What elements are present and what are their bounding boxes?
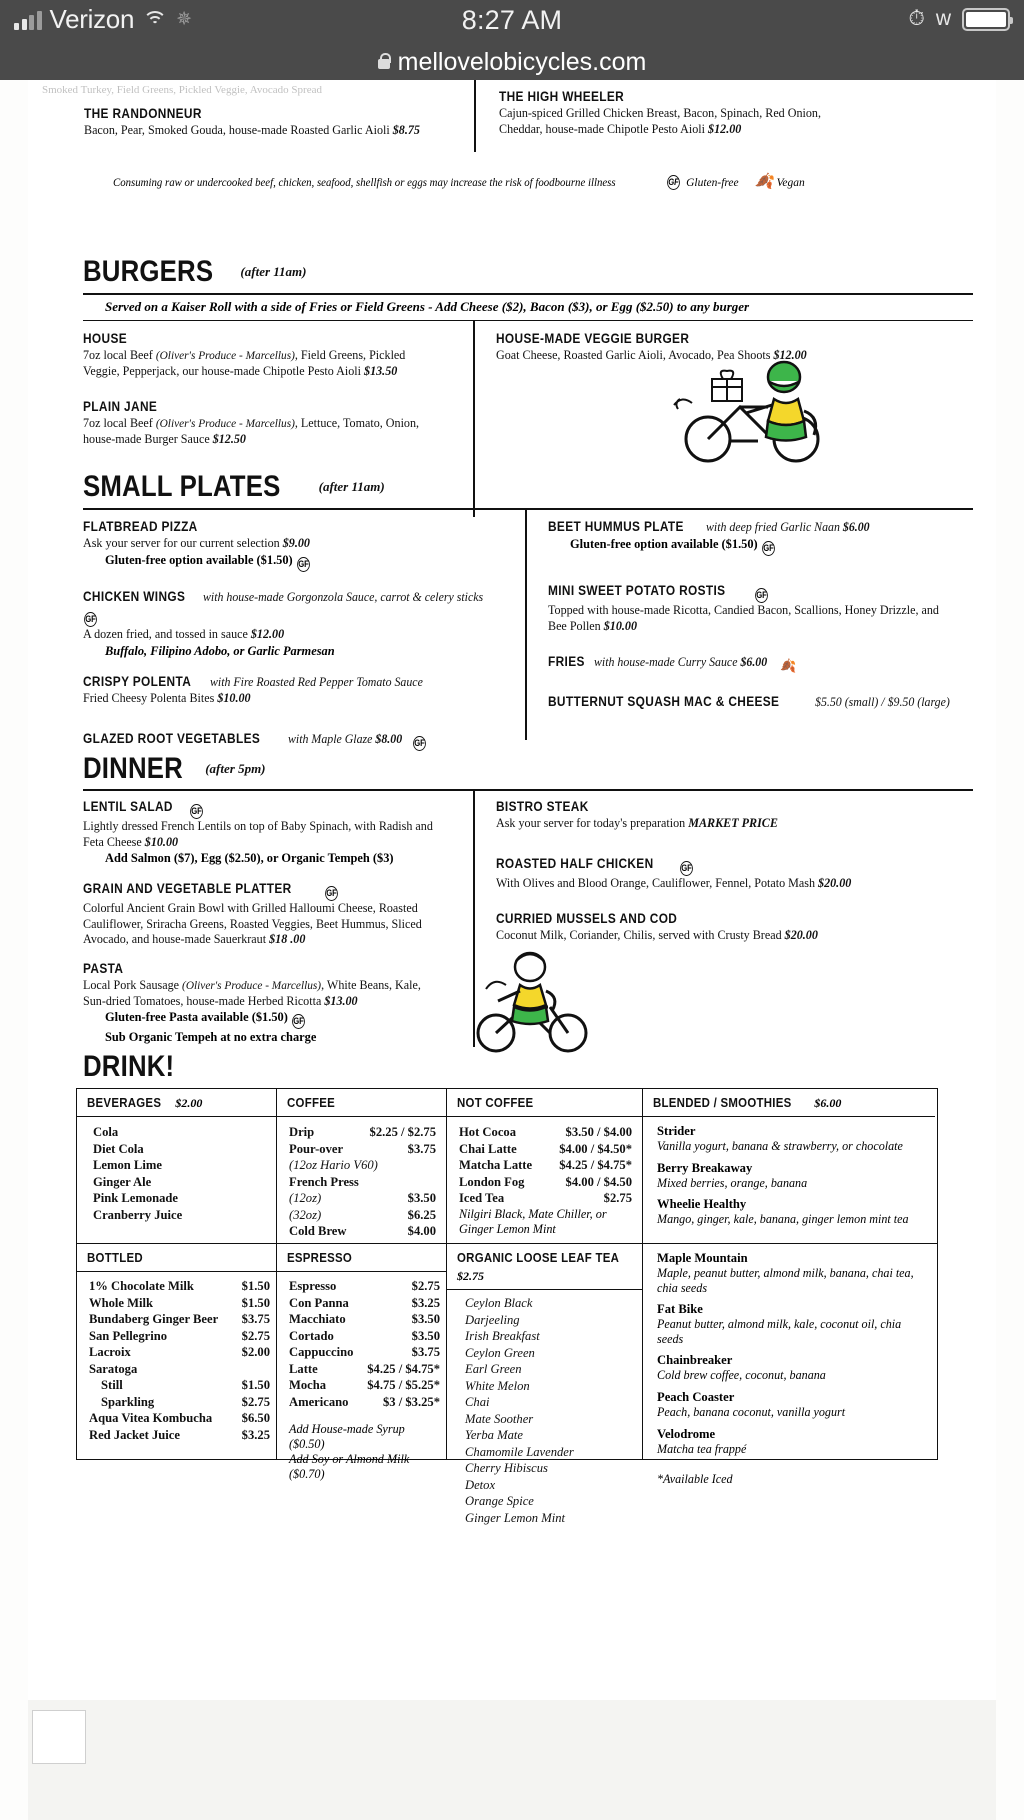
item-name: GRAIN AND VEGETABLE PLATTER: [83, 881, 292, 896]
tea-header: [447, 1244, 642, 1290]
gluten-free-legend: [666, 175, 739, 190]
item-price: $9.00: [282, 536, 310, 550]
list-item: Darjeeling: [465, 1312, 520, 1327]
cyclist-with-gift-illustration: [668, 355, 843, 470]
web-page: [0, 80, 1024, 1820]
item-title-row: [548, 653, 968, 673]
column-header: BLENDED / SMOOTHIES: [653, 1095, 792, 1110]
vegan-icon: 🍂: [754, 174, 774, 190]
item-name: GLAZED ROOT VEGETABLES: [83, 731, 261, 746]
item-description: Ask your server for our current selection $9.00: [83, 536, 310, 550]
menu-item: [83, 960, 458, 1045]
list-item: San Pellegrino $2.75: [89, 1328, 270, 1343]
list-item: Pour-over $3.75: [289, 1141, 436, 1156]
coffee-cell: [277, 1089, 447, 1243]
list-item: Chai Latte $4.00 / $4.50*: [459, 1141, 632, 1156]
status-right-group: [908, 7, 1010, 31]
menu-item: [496, 910, 896, 944]
espresso-cell: [277, 1244, 447, 1481]
item-description: Goat Cheese, Roasted Garlic Aioli, Avocado, Pea Shoots $12.00: [496, 348, 807, 362]
item-description: Cajun-spiced Grilled Chicken Breast, Bacon, Spinach, Red Onion, Cheddar, house-made Chipotle Pesto Aioli $12.00: [499, 106, 822, 136]
menu-item: [83, 330, 453, 379]
item-title-row: [83, 730, 513, 751]
not-coffee-cell: [447, 1089, 643, 1243]
beverages-header: [77, 1089, 276, 1117]
list-item: Berry Breakaway Mixed berries, orange, banana: [657, 1160, 808, 1190]
espresso-list: [277, 1272, 446, 1486]
menu-item: [83, 880, 458, 948]
column-header: COFFEE: [287, 1095, 335, 1110]
list-item: Whole Milk $1.50: [89, 1295, 270, 1310]
item-title-row: [83, 880, 458, 901]
bottled-header: [77, 1244, 276, 1272]
bottled-cell: [77, 1244, 277, 1459]
gluten-free-icon: GF: [414, 736, 427, 751]
item-name: THE HIGH WHEELER: [499, 89, 625, 104]
item-name: LENTIL SALAD: [83, 799, 173, 814]
sandwich-section: Smoked Turkey, Field Greens, Pickled Veggie, Avocado Spread THE RANDONNEUR Bacon, Pear, Smoked Gouda, house-made Roasted Garlic Aioli $8.75 THE HIGH WHEELER Cajun-spiced Grilled Chicken Breast, Bacon, Spinach, Red Onion, Cheddar, house-made Chipotle Pesto Aioli $12.00: [29, 80, 995, 158]
list-item: Americano $3 / $3.25*: [289, 1394, 440, 1409]
list-item: (12oz Hario V60): [289, 1158, 378, 1172]
menu-item: [83, 588, 513, 659]
browser-chrome: [0, 0, 1024, 80]
divider: [83, 508, 973, 510]
list-item: Cortado $3.50: [289, 1328, 440, 1343]
column-header-price: $6.00: [814, 1096, 842, 1110]
item-price: $5.50 (small) / $9.50 (large): [814, 695, 950, 709]
list-item: Iced Tea $2.75: [459, 1191, 632, 1205]
item-price: $13.00: [324, 993, 358, 1008]
lock-icon: [378, 59, 390, 69]
section-title: BURGERS: [83, 255, 214, 288]
list-item: Ginger Ale: [93, 1174, 152, 1189]
item-name: HOUSE: [83, 331, 128, 346]
item-price: $12.00: [773, 348, 807, 362]
item-title-row: [83, 673, 503, 691]
blended-cell: [643, 1089, 935, 1243]
item-price: $6.00: [740, 655, 767, 669]
item-description: Bacon, Pear, Smoked Gouda, house-made Roasted Garlic Aioli $8.75: [84, 123, 420, 137]
not-coffee-note: Nilgiri Black, Mate Chiller, or Ginger Lemon Mint: [459, 1206, 607, 1236]
item-price: $12.00: [250, 627, 285, 641]
blended-header: [643, 1089, 935, 1117]
item-name: HOUSE-MADE VEGGIE BURGER: [496, 331, 690, 346]
footer-placeholder-box: [32, 1710, 86, 1764]
vegan-label: Vegan: [776, 176, 805, 189]
item-description: Coconut Milk, Coriander, Chilis, served with Crusty Bread $20.00: [496, 928, 818, 942]
tea-cell: [447, 1244, 643, 1525]
list-item: Orange Spice: [465, 1494, 534, 1508]
beverages-cell: [77, 1089, 277, 1243]
menu-item: [496, 798, 896, 832]
menu-item: [83, 730, 513, 751]
column-header: BOTTLED: [87, 1250, 143, 1265]
item-option: Sub Organic Tempeh at no extra charge: [105, 1030, 317, 1044]
clock-label: 8:27 AM: [461, 5, 563, 35]
espresso-header: [277, 1244, 446, 1272]
carrier-label: Verizon: [49, 4, 135, 34]
list-item: Cappuccino $3.75: [289, 1345, 440, 1359]
not-coffee-header: [447, 1089, 642, 1117]
list-item: Bundaberg Ginger Beer $3.75: [89, 1312, 270, 1326]
gluten-free-icon: GF: [755, 588, 768, 603]
menu-item: [83, 518, 503, 572]
activity-spinner-icon: ✵: [176, 9, 193, 30]
drink-header: [83, 1050, 189, 1084]
blended-footnote: *Available Iced: [657, 1472, 733, 1487]
small-plates-header: [83, 470, 385, 504]
list-item: Mate Soother: [465, 1411, 534, 1426]
menu-item: [499, 88, 839, 137]
battery-icon: [962, 8, 1010, 31]
item-title-row: [548, 518, 958, 536]
list-item: (32oz) $6.25: [289, 1207, 436, 1222]
column-divider: [473, 320, 475, 517]
not-coffee-list: [447, 1117, 642, 1243]
gluten-free-icon: GF: [84, 612, 97, 627]
gluten-free-icon: GF: [297, 557, 310, 572]
item-subtitle: with house-made Gorgonzola Sauce, carrot & celery sticks: [203, 590, 484, 604]
item-price: $6.00: [843, 520, 870, 534]
list-item: Latte $4.25 / $4.75*: [289, 1361, 440, 1376]
menu-item: [548, 653, 968, 673]
item-name: CHICKEN WINGS: [83, 589, 186, 604]
list-item: Fat Bike Peanut butter, almond milk, kale, coconut oil, chia seeds: [657, 1302, 902, 1346]
bottled-list: [77, 1272, 276, 1447]
espresso-addon: Add House-made Syrup ($0.50): [289, 1422, 405, 1451]
menu-item: [548, 693, 978, 711]
item-name: ROASTED HALF CHICKEN: [496, 856, 654, 871]
list-item: Chainbreaker Cold brew coffee, coconut, banana: [657, 1353, 826, 1383]
coffee-header: [277, 1089, 446, 1117]
list-item: Chai: [465, 1395, 490, 1409]
dinner-header: [83, 752, 266, 786]
list-item: Strider Vanilla yogurt, banana & strawberry, or chocolate: [657, 1124, 903, 1153]
item-price: $20.00: [818, 876, 852, 890]
list-item: Wheelie Healthy Mango, ginger, kale, banana, ginger lemon mint tea: [657, 1197, 909, 1227]
list-item: Saratoga: [89, 1361, 138, 1376]
item-title-row: [83, 588, 513, 627]
item-name: FRIES: [548, 654, 585, 669]
list-item: Pink Lemonade: [93, 1191, 179, 1205]
drinks-row-bottom: [77, 1244, 937, 1525]
item-option: Gluten-free option available ($1.50) GF: [105, 552, 503, 572]
list-item: Cherry Hibiscus: [465, 1461, 548, 1475]
burgers-header: [83, 255, 307, 289]
section-hours: (after 5pm): [205, 761, 266, 776]
column-header-price: $2.75: [457, 1269, 484, 1283]
list-item: 1% Chocolate Milk $1.50: [89, 1279, 270, 1293]
list-item: Mocha $4.75 / $5.25*: [289, 1378, 440, 1392]
item-title-row: [548, 582, 968, 603]
menu-sheet: [28, 80, 996, 1700]
list-item: Irish Breakfast: [465, 1329, 540, 1343]
section-title: DRINK!: [83, 1050, 175, 1083]
gluten-free-icon: GF: [325, 886, 338, 901]
column-header: NOT COFFEE: [457, 1095, 534, 1110]
list-item: London Fog $4.00 / $4.50: [459, 1174, 632, 1189]
item-option: Add Salmon ($7), Egg ($2.50), or Organic Tempeh ($3): [105, 851, 394, 865]
list-item: Hot Cocoa $3.50 / $4.00: [459, 1125, 632, 1139]
list-item: Maple Mountain Maple, peanut butter, almond milk, banana, chai tea, chia seeds: [657, 1251, 914, 1295]
column-header: ESPRESSO: [287, 1250, 353, 1265]
section-title: SMALL PLATES: [83, 470, 281, 503]
item-price: MARKET PRICE: [688, 816, 778, 830]
item-name: BEET HUMMUS PLATE: [548, 519, 684, 534]
page-footer: [28, 1700, 996, 1820]
bluetooth-icon: w: [935, 7, 951, 30]
list-item: Macchiato $3.50: [289, 1312, 440, 1326]
list-item: Still $1.50: [101, 1378, 270, 1392]
item-price: $8.00: [375, 732, 403, 746]
alarm-clock-icon: ⏱: [908, 7, 925, 30]
list-item: (12oz) $3.50: [289, 1191, 436, 1205]
list-item: Lacroix $2.00: [89, 1345, 270, 1359]
list-item: French Press: [289, 1174, 359, 1189]
item-price: $20.00: [784, 928, 818, 942]
divider: [83, 789, 973, 791]
item-title-row: [496, 855, 896, 876]
gluten-free-icon: GF: [292, 1014, 305, 1029]
menu-item: [548, 518, 958, 556]
disclaimer-row: [113, 175, 933, 190]
item-price: $8.75: [392, 123, 420, 137]
item-subtitle: with house-made Curry Sauce $6.00: [593, 655, 767, 669]
list-item: Yerba Mate: [465, 1428, 523, 1442]
column-header-price: $2.00: [175, 1096, 203, 1110]
list-item: Aqua Vitea Kombucha $6.50: [89, 1411, 270, 1425]
menu-item: [84, 105, 444, 139]
list-item: Chamomile Lavender: [465, 1444, 574, 1459]
blended-list-continued: [643, 1244, 935, 1491]
column-header: ORGANIC LOOSE LEAF TEA: [457, 1250, 620, 1265]
item-option: Gluten-free option available ($1.50) GF: [570, 536, 958, 556]
item-subtitle: with Maple Glaze $8.00: [288, 732, 403, 746]
item-description: A dozen fried, and tossed in sauce $12.00: [83, 627, 285, 641]
item-description: Topped with house-made Ricotta, Candied Bacon, Scallions, Honey Drizzle, and Bee Pollen $10.00: [548, 603, 939, 633]
blended-continued-cell: [643, 1244, 935, 1487]
item-option: Buffalo, Filipino Adobo, or Garlic Parmesan: [105, 643, 335, 658]
item-title-row: [83, 798, 453, 819]
burgers-note: Served on a Kaiser Roll with a side of Fries or Field Greens - Add Cheese ($2), Bacon ($3), or Egg ($2.50) to any burger: [105, 299, 750, 314]
list-item: Cranberry Juice: [93, 1207, 183, 1222]
blended-list: [643, 1117, 935, 1237]
menu-item: [496, 855, 896, 892]
disclaimer-text: Consuming raw or undercooked beef, chicken, seafood, shellfish or eggs may increase the risk of foodbourne illness: [113, 176, 616, 189]
list-item: Ceylon Green: [465, 1345, 535, 1360]
item-option: Gluten-free Pasta available ($1.50) GF: [105, 1009, 458, 1029]
list-item: Ginger Lemon Mint: [465, 1510, 566, 1525]
item-price: $12.00: [708, 121, 742, 136]
list-item: Red Jacket Juice $3.25: [89, 1427, 270, 1442]
item-price: $10.00: [217, 691, 251, 705]
status-bar: [0, 0, 1024, 44]
column-divider: [474, 80, 476, 152]
list-item: Matcha Latte $4.25 / $4.75*: [459, 1158, 632, 1172]
item-title-row: [548, 693, 978, 711]
list-item: White Melon: [465, 1378, 530, 1393]
column-header: BEVERAGES: [87, 1095, 162, 1110]
gluten-free-icon: GF: [190, 804, 203, 819]
item-description: With Olives and Blood Orange, Cauliflower, Fennel, Potato Mash $20.00: [496, 876, 852, 890]
list-item: Cold Brew $4.00: [289, 1224, 436, 1238]
list-item: Detox: [465, 1477, 496, 1492]
list-item: Cola: [93, 1125, 119, 1139]
gluten-free-icon: GF: [667, 175, 680, 190]
vegan-icon: 🍂: [780, 658, 797, 673]
gluten-free-icon: GF: [762, 541, 775, 556]
menu-item: [83, 798, 453, 866]
list-item: Diet Cola: [93, 1141, 144, 1156]
item-subtitle: with Fire Roasted Red Pepper Tomato Sauce: [209, 675, 423, 689]
item-description: 7oz local Beef (Oliver's Produce - Marcellus), Lettuce, Tomato, Onion, house-made Burger Sauce $12.50: [83, 416, 420, 446]
item-name: CURRIED MUSSELS AND COD: [496, 911, 678, 926]
beverages-list: [77, 1117, 276, 1229]
item-name: BISTRO STEAK: [496, 799, 589, 814]
item-description: Fried Cheesy Polenta Bites $10.00: [83, 691, 251, 705]
tea-list: [447, 1290, 642, 1530]
list-item: Sparkling $2.75: [101, 1394, 270, 1409]
list-item: Con Panna $3.25: [289, 1295, 440, 1310]
list-item: Drip $2.25 / $2.75: [289, 1125, 436, 1139]
list-item: Lemon Lime: [93, 1158, 162, 1172]
divider: [83, 320, 973, 321]
section-hours: (after 11am): [318, 479, 385, 494]
list-item: Ceylon Black: [465, 1296, 533, 1310]
item-price: $10.00: [603, 618, 637, 633]
list-item: Velodrome Matcha tea frappé: [657, 1426, 747, 1456]
menu-item: [83, 398, 453, 447]
drinks-table: [76, 1088, 938, 1525]
item-description: 7oz local Beef (Oliver's Produce - Marcellus), Field Greens, Pickled Veggie, Pepperjack, our house-made Chipotle Pesto Aioli $13.50: [83, 348, 406, 378]
column-divider: [525, 508, 527, 740]
list-item: Peach Coaster Peach, banana coconut, vanilla yogurt: [657, 1389, 846, 1419]
item-name: BUTTERNUT SQUASH MAC & CHEESE: [548, 694, 780, 709]
cyclist-with-basket-illustration: [468, 945, 598, 1055]
item-name: PLAIN JANE: [83, 399, 158, 414]
item-name: MINI SWEET POTATO ROSTIS: [548, 583, 726, 598]
menu-item: [548, 582, 968, 634]
vegan-legend: [755, 175, 805, 190]
url-text: mellovelobicycles.com: [397, 47, 647, 76]
item-price: $10.00: [144, 834, 179, 849]
address-bar[interactable]: [0, 44, 1024, 80]
item-description: Lightly dressed French Lentils on top of Baby Spinach, with Radish and Feta Cheese $10.00: [83, 819, 433, 849]
item-description: Local Pork Sausage (Oliver's Produce - Marcellus), White Beans, Kale, Sun-dried Tomatoes, house-made Herbed Ricotta $13.00: [83, 978, 421, 1008]
divider: [83, 293, 973, 295]
item-subtitle: with deep fried Garlic Naan $6.00: [706, 520, 870, 534]
item-price: $13.50: [364, 363, 398, 378]
menu-item: [83, 673, 503, 707]
gluten-free-label: Gluten-free: [686, 176, 739, 189]
list-item: Earl Green: [465, 1362, 522, 1376]
item-description: Ask your server for today's preparation MARKET PRICE: [496, 816, 778, 830]
item-name: PASTA: [83, 961, 124, 976]
gluten-free-icon: GF: [680, 861, 693, 876]
list-item: Espresso $2.75: [289, 1279, 440, 1293]
espresso-addon: Add Soy or Almond Milk ($0.70): [289, 1452, 410, 1481]
section-hours: (after 11am): [240, 264, 307, 279]
item-name: FLATBREAD PIZZA: [83, 519, 198, 534]
section-title: DINNER: [83, 752, 183, 785]
item-price: $18 .00: [269, 932, 306, 946]
item-price: $12.50: [212, 431, 246, 446]
item-name: CRISPY POLENTA: [83, 674, 192, 689]
item-description: Colorful Ancient Grain Bowl with Grilled Halloumi Cheese, Roasted Cauliflower, Sriracha Greens, Roasted Veggies, Beet Hummus, Sliced Avocado, and house-made Sauerkraut $18 .00: [83, 901, 422, 946]
coffee-list: [277, 1117, 446, 1246]
drinks-row-top: [77, 1089, 937, 1244]
item-name: THE RANDONNEUR: [84, 106, 202, 121]
